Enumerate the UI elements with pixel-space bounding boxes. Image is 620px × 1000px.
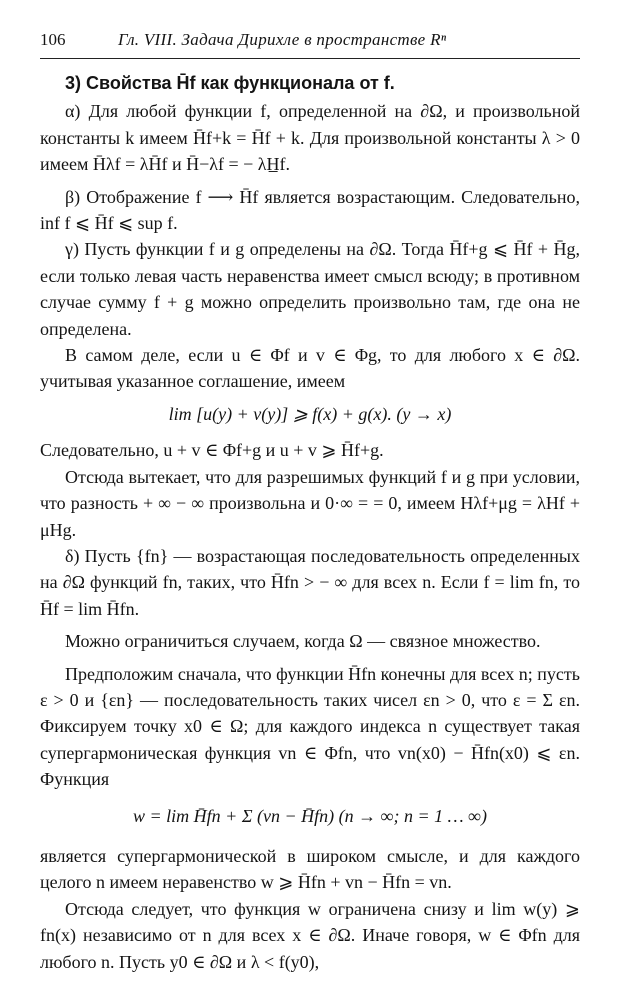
property-beta: β) Отображение f ⟶ H̄f является возрастающим. Следовательно, inf f ⩽ H̄f ⩽ sup f.: [40, 186, 580, 234]
proof-gamma: В самом деле, если u ∈ Φf и v ∈ Φg, то для любого x ∈ ∂Ω. учитывая указанное соглашение, имеем: [40, 345, 580, 392]
page-body: [40, 70, 580, 975]
resolutive-sum: Отсюда вытекает, что для разрешимых функций f и g при условии, что разность + ∞ − ∞ произвольна и 0·∞ = = 0, имеем Hλf+μg = λHf + μHg.: [40, 466, 580, 540]
section-heading: 3) Свойства H̄f как функционала от f.: [65, 73, 395, 93]
bounded-below: Отсюда следует, что функция w ограничена снизу и lim w(y) ⩾ fn(x) независимо от n для всех x ∈ ∂Ω. Иначе говоря, w ∈ Φfn для любого n. Пусть y0 ∈ ∂Ω и λ < f(y0),: [40, 898, 580, 972]
consequence: Следовательно, u + v ∈ Φf+g и u + v ⩾ H̄f+g.: [40, 440, 384, 461]
finite-case: Предположим сначала, что функции H̄fn конечны для всех n; пусть ε > 0 и {εn} — последовательность таких чисел εn > 0, что ε = Σ εn. Фиксируем точку x0 ∈ Ω; для каждого индекса n существует такая супергармоническая функция vn ∈ Φfn, что vn(x0) − H̄fn(x0) ⩽ εn. Функция: [40, 663, 580, 790]
property-delta: δ) Пусть {fn} — возрастающая последовательность определенных на ∂Ω функций fn, таких, что H̄fn > − ∞ для всех n. Если f = lim fn, то H̄f = lim H̄fn.: [40, 545, 580, 619]
property-gamma: γ) Пусть функции f и g определены на ∂Ω. Тогда H̄f+g ⩽ H̄f + H̄g, если только левая часть неравенства имеет смысл всюду; в противном случае сумму f + g можно определить произвольно там, где она не определена.: [40, 239, 580, 339]
connected-case: Можно ограничиться случаем, когда Ω — связное множество.: [65, 631, 541, 652]
running-title: Гл. VIII. Задача Дирихле в пространстве Rⁿ: [118, 30, 447, 49]
page-number: 106: [40, 30, 66, 49]
superharmonic-statement: является супергармонической в широком смысле, и для каждого целого n имеем неравенство w ⩾ H̄fn + vn − H̄fn = vn.: [40, 845, 580, 893]
formula-w: w = lim H̄fn + Σ (vn − H̄fn) (n → ∞; n = 1 … ∞): [133, 805, 487, 826]
running-header: [40, 30, 580, 59]
formula-limit: lim [u(y) + v(y)] ⩾ f(x) + g(x). (y → x): [168, 403, 452, 424]
property-alpha: α) Для любой функции f, определенной на ∂Ω, и произвольной константы k имеем H̄f+k = H̄f + k. Для произвольной константы λ > 0 имеем H̄λf = λH̄f и H̄−λf = − λH̲f.: [40, 101, 580, 175]
